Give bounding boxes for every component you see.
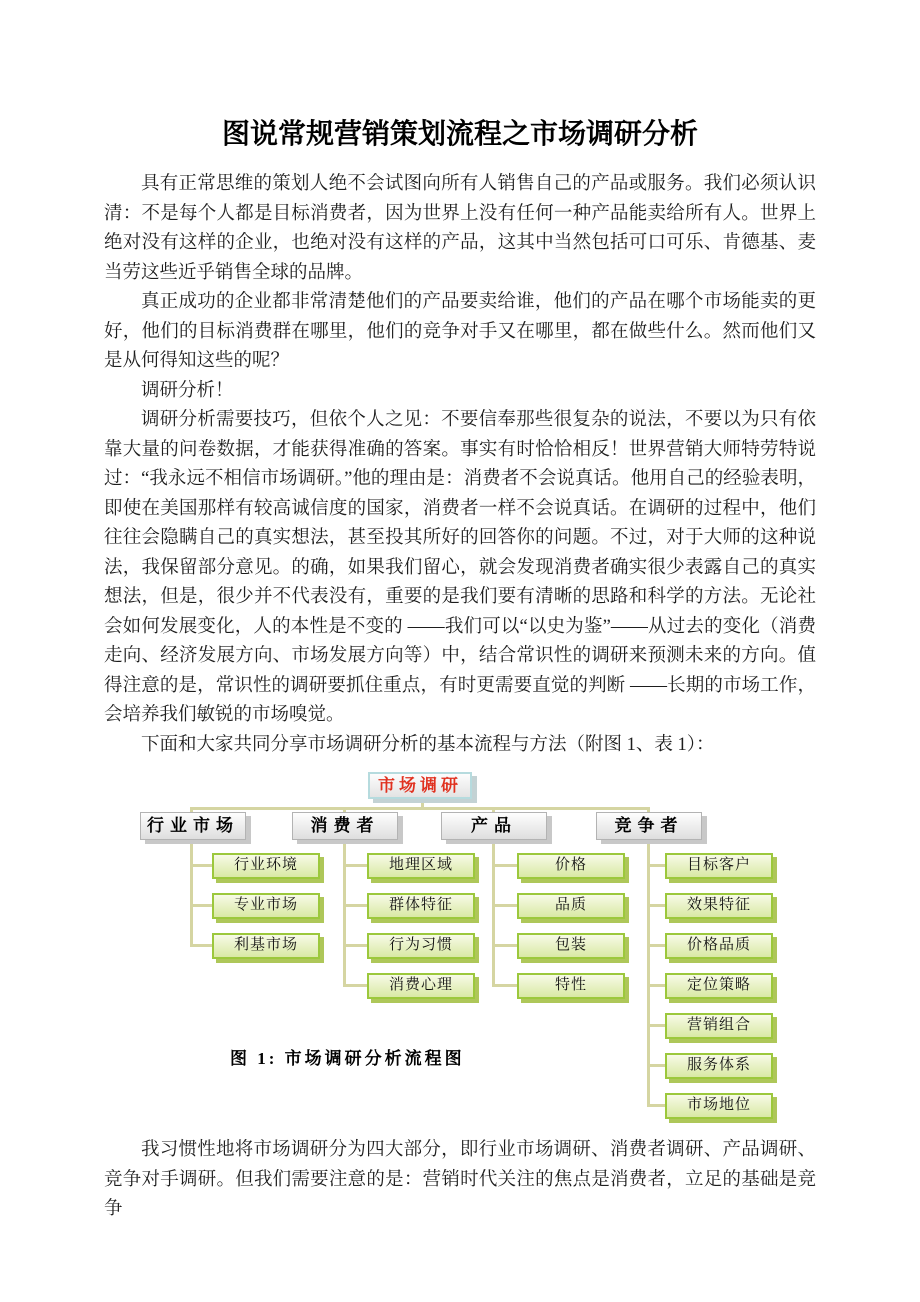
flowchart-leaf-node: 效果特征 xyxy=(665,893,773,919)
connector-line xyxy=(190,904,212,907)
connector-line xyxy=(492,904,517,907)
flowchart-leaf-node: 定位策略 xyxy=(665,973,773,999)
connector-line xyxy=(190,807,650,810)
connector-line xyxy=(492,838,495,987)
flowchart-leaf-node: 价格 xyxy=(517,853,625,879)
flowchart-leaf-node: 利基市场 xyxy=(212,933,320,959)
figure-caption: 图 1: 市场调研分析流程图 xyxy=(230,1049,465,1068)
connector-line xyxy=(492,984,517,987)
flowchart-leaf-node: 包装 xyxy=(517,933,625,959)
flowchart-leaf-node: 价格品质 xyxy=(665,933,773,959)
flowchart-leaf-node: 消费心理 xyxy=(367,973,475,999)
connector-line xyxy=(190,864,212,867)
connector-line xyxy=(190,838,193,947)
connector-line xyxy=(190,944,212,947)
flowchart-leaf-node: 服务体系 xyxy=(665,1053,773,1079)
flowchart-leaf-node: 专业市场 xyxy=(212,893,320,919)
page-title: 图说常规营销策划流程之市场调研分析 xyxy=(221,119,698,150)
connector-line xyxy=(343,944,367,947)
connector-line xyxy=(647,984,665,987)
connector-line xyxy=(647,904,665,907)
flowchart-branch-node: 消费者 xyxy=(292,812,398,840)
flowchart-leaf-node: 目标客户 xyxy=(665,853,773,879)
flowchart-leaf-node: 行业环境 xyxy=(212,853,320,879)
connector-line xyxy=(343,838,346,987)
paragraph: 我习惯性地将市场调研分为四大部分，即行业市场调研、消费者调研、产品调研、竞争对手调研。但我们需要注意的是：营销时代关注的焦点是消费者，立足的基础是竞争 xyxy=(104,1140,816,1219)
flowchart-leaf-node: 品质 xyxy=(517,893,625,919)
paragraph: 真正成功的企业都非常清楚他们的产品要卖给谁，他们的产品在哪个市场能卖的更好，他们的目标消费群在哪里，他们的竞争对手又在哪里，都在做些什么。然而他们又是从何得知这些的呢？ xyxy=(104,292,816,371)
flowchart-root-node: 市场调研 xyxy=(368,772,472,799)
connector-line xyxy=(647,944,665,947)
paragraph: 具有正常思维的策划人绝不会试图向所有人销售自己的产品或服务。我们必须认识清：不是每个人都是目标消费者，因为世界上没有任何一种产品能卖给所有人。世界上绝对没有这样的企业，也绝对没有这样的产品，这其中当然包括可口可乐、肯德基、麦当劳这些近乎销售全球的品牌。 xyxy=(104,174,816,283)
connector-line xyxy=(343,864,367,867)
connector-line xyxy=(492,864,517,867)
connector-line xyxy=(343,904,367,907)
connector-line xyxy=(647,864,665,867)
body-text xyxy=(104,170,816,760)
flowchart-leaf-node: 特性 xyxy=(517,973,625,999)
connector-line xyxy=(647,1064,665,1067)
connector-line xyxy=(647,1104,665,1107)
paragraph: 调研分析！ xyxy=(141,380,234,401)
flowchart-branch-node: 产品 xyxy=(441,812,547,840)
paragraph: 下面和大家共同分享市场调研分析的基本流程与方法（附图 1、表 1）： xyxy=(141,734,715,755)
flowchart-leaf-node: 群体特征 xyxy=(367,893,475,919)
flowchart-branch-node: 竞争者 xyxy=(596,812,702,840)
connector-line xyxy=(492,944,517,947)
connector-line xyxy=(647,1024,665,1027)
flowchart-leaf-node: 营销组合 xyxy=(665,1013,773,1039)
flowchart-branch-node: 行业市场 xyxy=(140,812,246,840)
connector-line xyxy=(343,984,367,987)
market-research-flowchart xyxy=(0,772,920,1122)
paragraph: 调研分析需要技巧，但依个人之见：不要信奉那些很复杂的说法，不要以为只有依靠大量的问卷数据，才能获得准确的答案。事实有时恰恰相反！世界营销大师特劳特说过：“我永远不相信市场调研。”他的理由是：消费者不会说真话。他用自己的经验表明，即使在美国那样有较高诚信度的国家，消费者一样不会说真话。在调研的过程中，他们往往会隐瞒自己的真实想法，甚至投其所好的回答你的问题。不过，对于大师的这种说法，我保留部分意见。的确，如果我们留心，就会发现消费者确实很少表露自己的真实想法，但是，很少并不代表没有，重要的是我们要有清晰的思路和科学的方法。无论社会如何发展变化，人的本性是不变的 ——我们可以“以史为鉴”——从过去的变化（消费走向、经济发展方向、市场发展方向等）中，结合常识性的调研来预测未来的方向。值得注意的是，常识性的调研要抓住重点，有时更需要直觉的判断 ——长期的市场工作，会培养我们敏锐的市场嗅觉。 xyxy=(104,410,816,725)
flowchart-leaf-node: 地理区域 xyxy=(367,853,475,879)
flowchart-leaf-node: 市场地位 xyxy=(665,1093,773,1119)
flowchart-leaf-node: 行为习惯 xyxy=(367,933,475,959)
body-text xyxy=(104,1136,816,1225)
